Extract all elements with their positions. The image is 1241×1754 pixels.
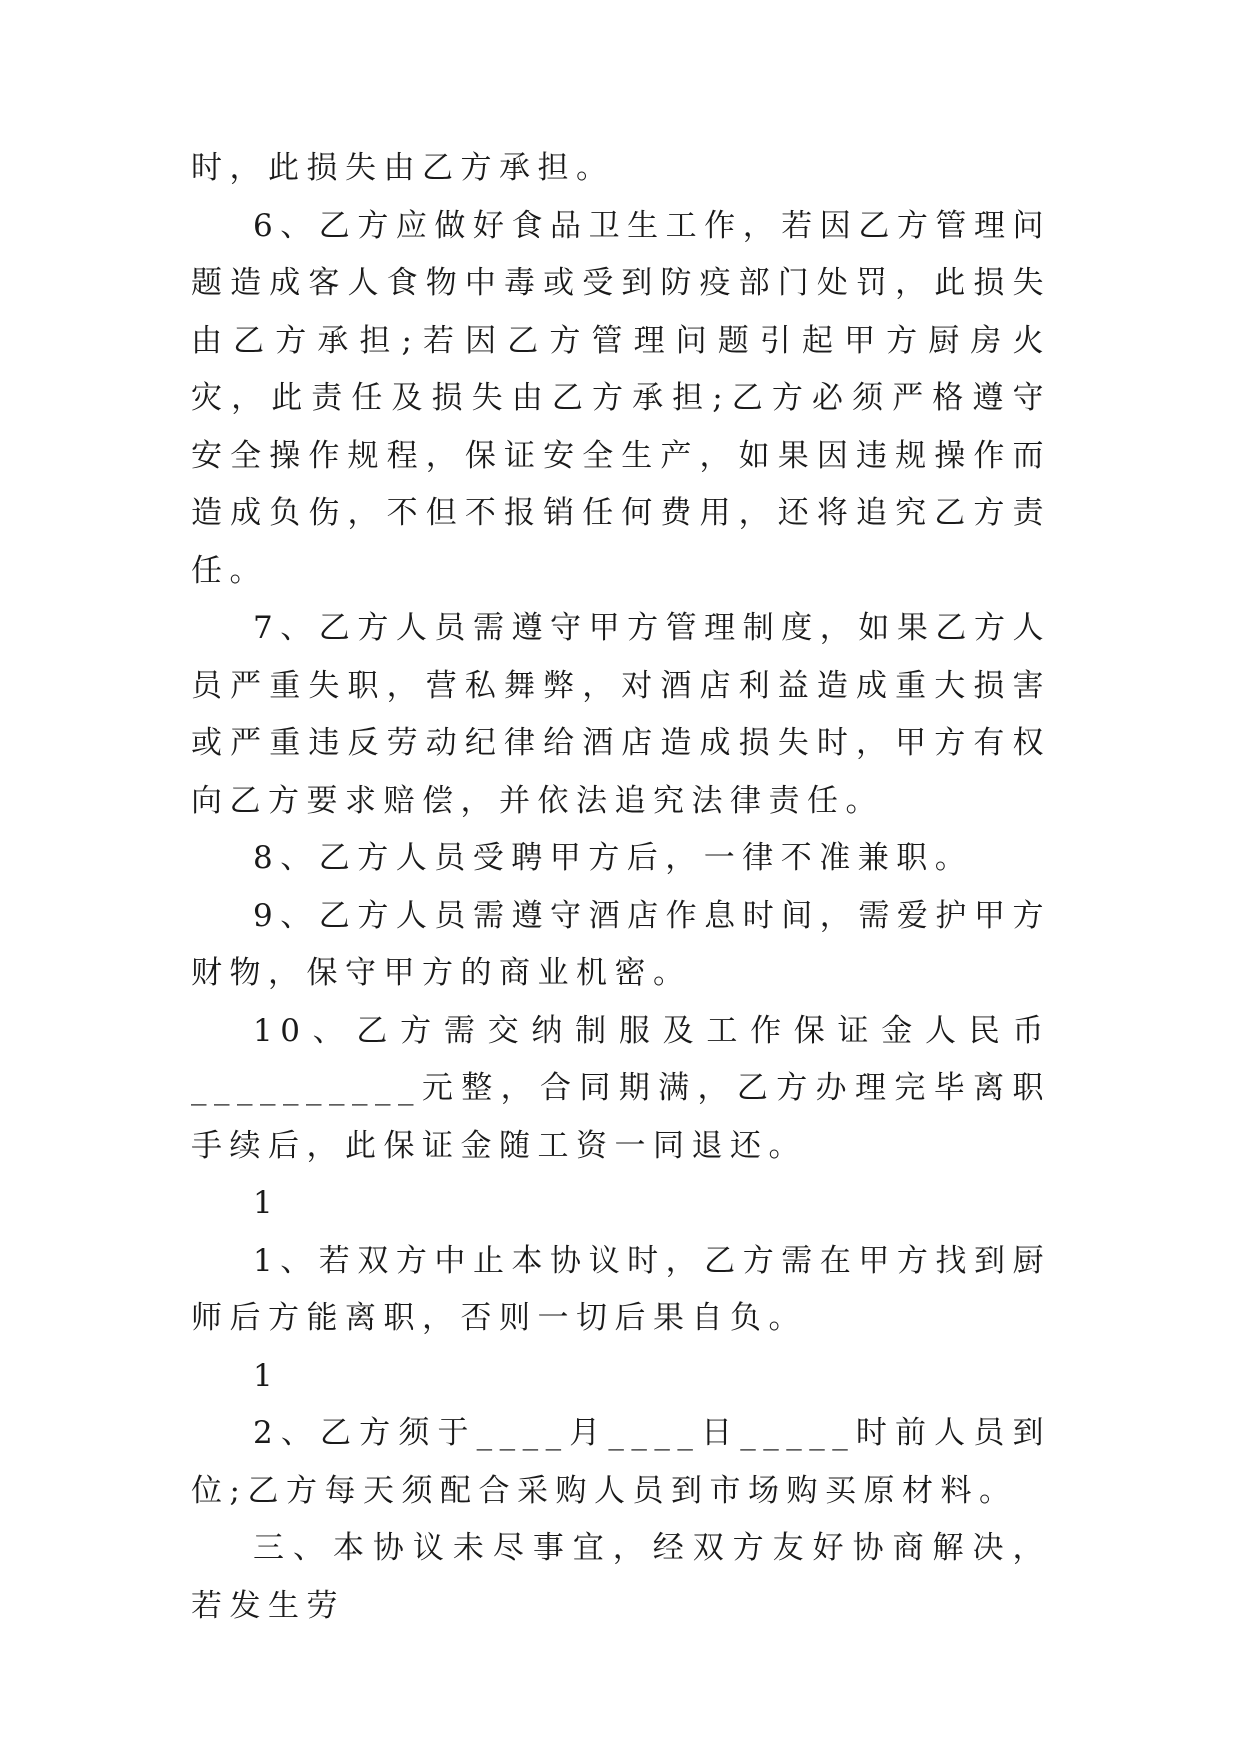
paragraph-clause-10: 10、乙方需交纳制服及工作保证金人民币__________元整，合同期满，乙方办理完毕离职手续后，此保证金随工资一同退还。 (191, 1012, 1051, 1164)
paragraph-clause-9: 9、乙方人员需遵守酒店作息时间，需爱护甲方财物，保守甲方的商业机密。 (191, 897, 1051, 991)
paragraph-continuation: 时，此损失由乙方承担。 (191, 150, 615, 186)
paragraph-clause-8: 8、乙方人员受聘甲方后，一律不准兼职。 (253, 840, 974, 876)
paragraph-section-3: 三、本协议未尽事宜，经双方友好协商解决，若发生劳 (191, 1530, 1051, 1624)
paragraph-clause-11: 1、若双方中止本协议时，乙方需在甲方找到厨师后方能离职，否则一切后果自负。 (191, 1242, 1051, 1336)
paragraph-clause-12: 2、乙方须于____月____日_____时前人员到位;乙方每天须配合采购人员到市场购买原材料。 (191, 1415, 1051, 1509)
document-page (191, 140, 1051, 1635)
paragraph-number-fragment-1: 1 (253, 1185, 281, 1221)
paragraph-clause-6: 6、乙方应做好食品卫生工作，若因乙方管理问题造成客人食物中毒或受到防疫部门处罚，此损失由乙方承担;若因乙方管理问题引起甲方厨房火灾，此责任及损失由乙方承担;乙方必须严格遵守安全操作规程，保证安全生产，如果因违规操作而造成负伤，不但不报销任何费用，还将追究乙方责任。 (191, 207, 1051, 589)
paragraph-clause-7: 7、乙方人员需遵守甲方管理制度，如果乙方人员严重失职，营私舞弊，对酒店利益造成重大损害或严重违反劳动纪律给酒店造成损失时，甲方有权向乙方要求赔偿，并依法追究法律责任。 (191, 610, 1051, 819)
paragraph-number-fragment-2: 1 (253, 1357, 281, 1394)
